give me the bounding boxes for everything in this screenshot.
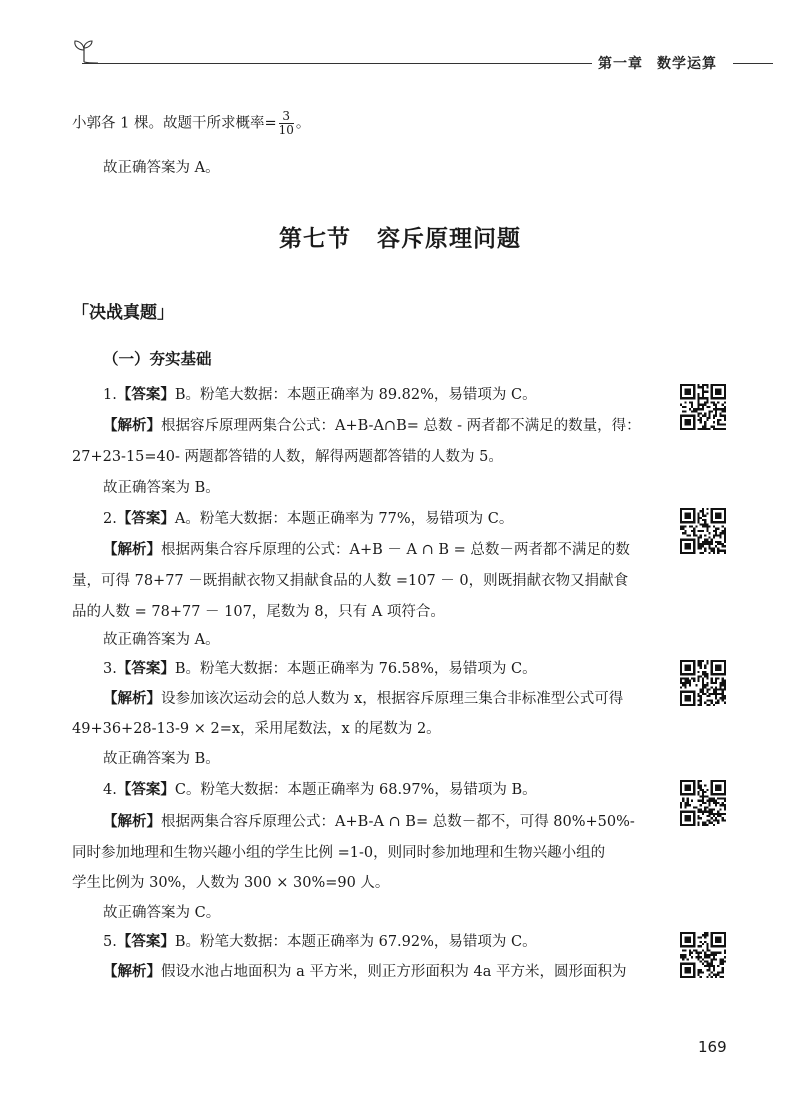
answer-line-1: 1.【答案】B。粉笔大数据：本题正确率为 89.82%，易错项为 C。 [103, 387, 537, 403]
running-header [598, 53, 731, 73]
intro-conclusion: 故正确答案为 A。 [103, 160, 220, 176]
sub-heading: （一）夯实基础 [103, 350, 212, 368]
probability-fraction: $\frac{3}{10}$ [278, 109, 294, 137]
intro-probability-line: 小郭各 1 棵。故题干所求概率= $\frac{3}{10}$ 。 [72, 109, 311, 137]
analysis-line-1-2: 27+23-15=40- 两题都答错的人数，解得两题都答错的人数为 5。 [72, 449, 503, 465]
analysis-line-2-3: 品的人数 = 78+77 － 107，尾数为 8，只有 A 项符合。 [72, 604, 445, 620]
chapter-label: 第一章 [598, 56, 643, 72]
qr-code-icon[interactable] [680, 508, 726, 554]
section-title: 第七节 容斥原理问题 [279, 226, 521, 252]
chapter-title: 数学运算 [657, 56, 717, 72]
conclusion-3: 故正确答案为 B。 [103, 751, 220, 767]
conclusion-4: 故正确答案为 C。 [103, 905, 221, 921]
conclusion-2: 故正确答案为 A。 [103, 632, 220, 648]
qr-code-icon[interactable] [680, 384, 726, 430]
answer-line-3: 3.【答案】B。粉笔大数据：本题正确率为 76.58%，易错项为 C。 [103, 661, 537, 677]
answer-line-4: 4.【答案】C。粉笔大数据：本题正确率为 68.97%，易错项为 B。 [103, 782, 537, 798]
analysis-line-4-3: 学生比例为 30%，人数为 300 × 30%=90 人。 [72, 875, 390, 891]
analysis-line-5-1: 【解析】假设水池占地面积为 a 平方米，则正方形面积为 4a 平方米，圆形面积为 [103, 964, 627, 980]
qr-code-icon[interactable] [680, 780, 726, 826]
qr-code-icon[interactable] [680, 660, 726, 706]
analysis-line-4-1: 【解析】根据两集合容斥原理公式：A+B-A ∩ B= 总数－都不，可得 80%+50%- [103, 814, 635, 830]
analysis-line-3-2: 49+36+28-13-9 × 2=x，采用尾数法，x 的尾数为 2。 [72, 721, 441, 737]
answer-line-2: 2.【答案】A。粉笔大数据：本题正确率为 77%，易错项为 C。 [103, 511, 514, 527]
header-rule [82, 63, 592, 64]
analysis-line-1-1: 【解析】根据容斥原理两集合公式：A+B-A∩B= 总数 - 两者都不满足的数量，得： [103, 418, 641, 434]
analysis-line-3-1: 【解析】设参加该次运动会的总人数为 x，根据容斥原理三集合非标准型公式可得 [103, 691, 624, 707]
header-rule-right [733, 63, 773, 64]
qr-code-icon[interactable] [680, 932, 726, 978]
analysis-line-4-2: 同时参加地理和生物兴趣小组的学生比例 =1-0，则同时参加地理和生物兴趣小组的 [72, 845, 606, 861]
bracket-heading: 「决战真题」 [72, 303, 174, 323]
conclusion-1: 故正确答案为 B。 [103, 480, 220, 496]
leaf-ornament-icon [70, 38, 98, 64]
analysis-line-2-1: 【解析】根据两集合容斥原理的公式：A+B － A ∩ B = 总数－两者都不满足的数 [103, 542, 630, 558]
answer-line-5: 5.【答案】B。粉笔大数据：本题正确率为 67.92%，易错项为 C。 [103, 934, 537, 950]
page-number: 169 [698, 1038, 727, 1056]
analysis-line-2-2: 量，可得 78+77 －既捐献衣物又捐献食品的人数 =107 － 0，则既捐献衣物又捐献食 [72, 573, 629, 589]
